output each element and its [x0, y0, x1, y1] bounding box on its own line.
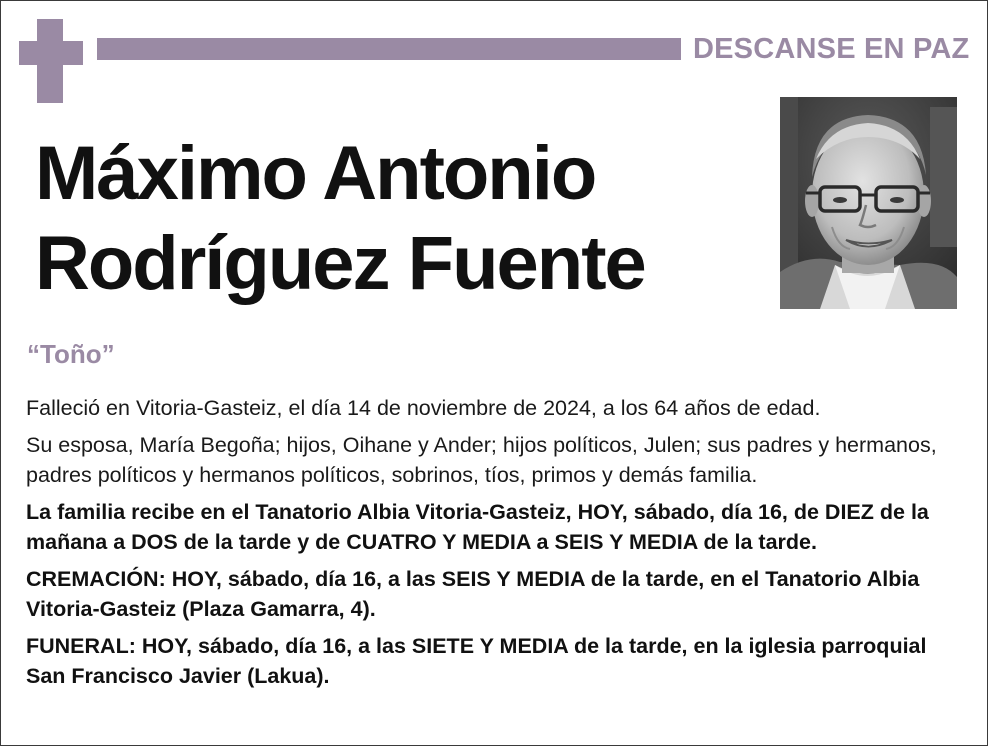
family-paragraph: Su esposa, María Begoña; hijos, Oihane y Ander; hijos políticos, Julen; sus padres y hermanos, padres políticos y hermanos políticos, sobrinos, tíos, primos y demás familia.: [26, 433, 937, 487]
header-divider-bar: [97, 38, 681, 60]
latin-cross-icon: [19, 19, 83, 103]
name-line-1: Máximo Antonio: [35, 131, 596, 216]
nickname: “Toño”: [27, 339, 115, 369]
descanse-en-paz-heading: DESCANSE EN PAZ: [693, 33, 970, 65]
name-line-2: Rodríguez Fuente: [35, 221, 645, 306]
visitation-paragraph: La familia recibe en el Tanatorio Albia Vitoria-Gasteiz, HOY, sábado, día 16, de DIEZ de la mañana a DOS de la tarde y de CUATRO Y MEDIA a SEIS Y MEDIA de la tarde.: [26, 500, 929, 554]
funeral-paragraph: FUNERAL: HOY, sábado, día 16, a las SIETE Y MEDIA de la tarde, en la iglesia parroquial San Francisco Javier (Lakua).: [26, 634, 927, 688]
notice-body: [26, 393, 956, 698]
portrait-photo: [780, 97, 957, 309]
cremation-paragraph: CREMACIÓN: HOY, sábado, día 16, a las SEIS Y MEDIA de la tarde, en el Tanatorio Albia Vitoria-Gasteiz (Plaza Gamarra, 4).: [26, 567, 920, 621]
death-notice-paragraph: Falleció en Vitoria-Gasteiz, el día 14 de noviembre de 2024, a los 64 años de edad.: [26, 396, 821, 420]
deceased-name: [35, 129, 645, 309]
